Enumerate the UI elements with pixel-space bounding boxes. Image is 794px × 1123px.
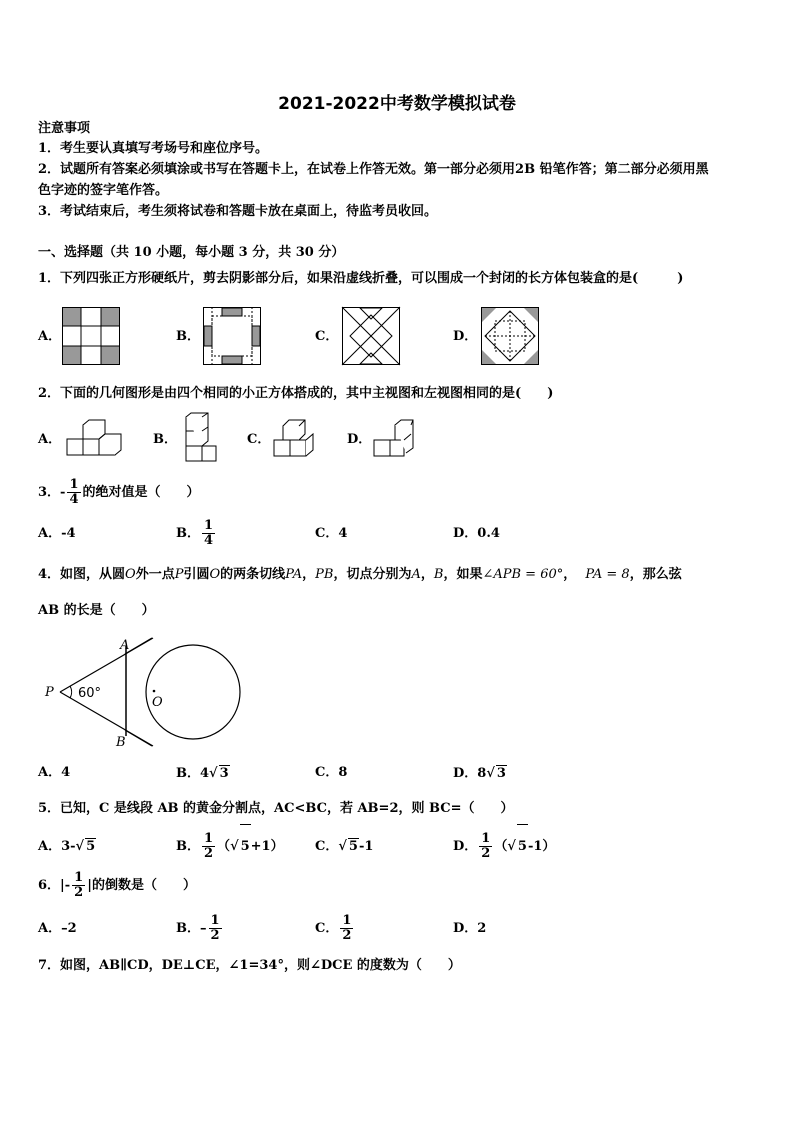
q4-text-b: 外一点	[135, 567, 175, 582]
q4-text-c: 引圆	[183, 567, 210, 582]
q4-fig-label-p: P	[45, 685, 54, 700]
notice-item-2: 2．试题所有答案必须填涂或书写在答题卡上，在试卷上作答无效。第一部分必须用2B 铅笔作答；第二部分必须用黑	[38, 162, 709, 177]
q6-frac-den: 2	[74, 885, 84, 900]
q2-figure-c	[273, 420, 323, 460]
q4-comma-1: ，	[302, 567, 316, 582]
q1-figure-d	[481, 307, 539, 365]
q3-option-d: D．0.4	[453, 526, 500, 541]
q4-point-a: A	[411, 567, 421, 582]
q5-option-b-label: B．	[176, 839, 200, 854]
q4-point-p: P	[174, 567, 184, 582]
q3-option-b	[176, 514, 217, 554]
q3-frac-num: 1	[69, 477, 79, 492]
q5-option-a: A．3-√ 5	[38, 839, 96, 854]
q6-stem-post: |的倒数是（ ）	[87, 878, 196, 893]
q5-option-d-fraction	[479, 832, 492, 861]
q6-option-b	[176, 908, 224, 950]
q4-fig-label-o: O	[152, 695, 163, 710]
q5-option-d-open: （	[494, 839, 508, 854]
q4-option-d: D．8√ 3	[453, 766, 506, 781]
q5-option-b: B． $\frac{1}{2}$ （√ 5+1）	[176, 824, 284, 869]
q6-option-b-den: 2	[210, 928, 220, 943]
q4-pa: PA	[285, 567, 303, 582]
q6-option-b-fraction	[209, 914, 222, 943]
q5-option-b-post: +1）	[250, 839, 284, 854]
q4-comma-2: ，	[420, 567, 434, 582]
q4-option-d-radicand: 3	[496, 766, 506, 781]
q1-option-d-label: D．	[453, 329, 478, 344]
question-7-stem: 7．如图，AB∥CD，DE⊥CE，∠1=34°，则∠DCE 的度数为（ ）	[38, 958, 461, 973]
question-4-line-1	[38, 567, 682, 583]
q4-option-b: B．4√ 3	[176, 766, 229, 781]
q3-frac-den: 4	[69, 492, 79, 507]
q5-option-b-fraction	[202, 832, 215, 861]
q4-text-e: ，切点分别为	[333, 567, 412, 582]
q5-option-d-num: 1	[481, 831, 491, 846]
section-heading: 一、选择题（共 10 小题，每小题 3 分，共 30 分）	[38, 245, 345, 260]
q1-option-b-label: B．	[176, 329, 200, 344]
q4-option-b-label: B．4	[176, 766, 210, 781]
q5-option-d-den: 2	[481, 846, 491, 861]
q4-pa-value: PA = 8	[585, 567, 630, 582]
q2-option-c-label: C．	[247, 432, 271, 447]
q3-option-c: C．4	[315, 526, 348, 541]
q6-option-c-label: C．	[315, 921, 339, 936]
notice-item-1: 1．考生要认真填写考场号和座位序号。	[38, 141, 269, 156]
question-2-stem: 2．下面的几何图形是由四个相同的小正方体搭成的，其中主视图和左视图相同的是( )	[38, 386, 554, 401]
q5-option-b-num: 1	[204, 831, 214, 846]
q3-fraction	[67, 478, 80, 507]
q3-stem-post: 的绝对值是（ ）	[82, 485, 200, 500]
q4-option-a: A．4	[38, 765, 71, 780]
notice-item-2-cont: 色字迹的签字笔作答。	[38, 183, 169, 198]
question-3-stem	[38, 476, 200, 510]
question-6-stem	[38, 866, 196, 906]
q6-option-c-den: 2	[342, 928, 352, 943]
q6-option-b-label: B．–	[176, 921, 207, 936]
q1-option-a-label: A．	[38, 329, 62, 344]
q5-option-c: C．√ 5-1	[315, 839, 374, 854]
q2-option-a-label: A．	[38, 432, 62, 447]
q5-option-c-post: -1	[358, 839, 374, 854]
q6-option-b-num: 1	[210, 913, 220, 928]
q6-fraction	[72, 871, 85, 900]
q4-circle-o: O	[125, 567, 136, 582]
q6-option-d: D．2	[453, 921, 487, 936]
q6-frac-num: 1	[74, 870, 84, 885]
q2-figure-d	[373, 420, 423, 460]
q6-stem-pre: 6．|-	[38, 878, 71, 893]
q3-option-a: A．-4	[38, 526, 76, 541]
q3-option-b-label: B．	[176, 526, 200, 541]
q3-option-b-num: 1	[204, 518, 214, 533]
q4-fig-angle-60: 60°	[78, 686, 102, 701]
q5-option-c-radicand: 5	[348, 839, 358, 854]
q2-option-d-label: D．	[347, 432, 372, 447]
q5-option-d-post: -1）	[527, 839, 556, 854]
q2-option-b-label: B．	[153, 432, 177, 447]
q5-option-d-label: D．	[453, 839, 478, 854]
q3-stem-pre: 3．-	[38, 485, 66, 500]
q6-option-c	[315, 908, 355, 950]
q6-option-a: A．–2	[38, 921, 77, 936]
q2-figure-a	[66, 420, 126, 460]
q2-figure-b	[180, 413, 220, 463]
q4-point-b: B	[433, 567, 444, 582]
q5-option-c-label: C．	[315, 839, 339, 854]
q5-option-b-open: （	[217, 839, 231, 854]
q1-figure-c	[342, 307, 400, 365]
q5-option-b-radicand: 5	[240, 824, 251, 869]
q5-option-d-radicand: 5	[517, 824, 528, 869]
page-title: 2021-2022中考数学模拟试卷	[278, 94, 516, 114]
q4-fig-label-a: A	[120, 638, 130, 653]
q6-option-c-num: 1	[342, 913, 352, 928]
q1-figure-b	[203, 307, 261, 365]
q4-pb: PB	[315, 567, 334, 582]
q4-circle-o-2: O	[209, 567, 221, 582]
q4-option-b-radicand: 3	[219, 766, 229, 781]
q4-text-f: ，如果	[443, 567, 483, 582]
q4-angle: ∠APB = 60°	[482, 567, 564, 582]
q3-option-b-fraction	[202, 519, 215, 548]
q4-text-g: ，那么弦	[629, 567, 682, 582]
q5-option-a-label: A．3-	[38, 839, 76, 854]
q4-option-c: C．8	[315, 765, 348, 780]
q4-option-d-label: D．8	[453, 766, 487, 781]
question-1-stem: 1．下列四张正方形硬纸片，剪去阴影部分后，如果沿虚线折叠，可以围成一个封闭的长方体包装盒的是( )	[38, 271, 684, 286]
q4-circle-figure	[40, 630, 215, 750]
q1-option-c-label: C．	[315, 329, 339, 344]
q3-option-b-den: 4	[204, 533, 214, 548]
question-4-line-2: AB 的长是（ ）	[38, 603, 155, 618]
notice-item-3: 3．考试结束后，考生须将试卷和答题卡放在桌面上，待监考员收回。	[38, 204, 438, 219]
q5-option-a-radicand: 5	[86, 839, 96, 854]
q4-fig-label-b: B	[116, 735, 126, 750]
q6-option-c-fraction	[340, 914, 353, 943]
q4-text-d: 的两条切线	[220, 567, 286, 582]
question-5-stem: 5．已知，C 是线段 AB 的黄金分割点，AC<BC，若 AB=2，则 BC=（ ）	[38, 801, 514, 816]
notice-heading: 注意事项	[38, 121, 91, 136]
q4-comma-3: ，	[563, 567, 577, 582]
q5-option-d: D． $\frac{1}{2}$ （√ 5-1）	[453, 824, 555, 869]
q1-figure-a	[62, 307, 120, 365]
q4-text-a: 4．如图，从圆	[38, 567, 126, 582]
q5-option-b-den: 2	[204, 846, 214, 861]
